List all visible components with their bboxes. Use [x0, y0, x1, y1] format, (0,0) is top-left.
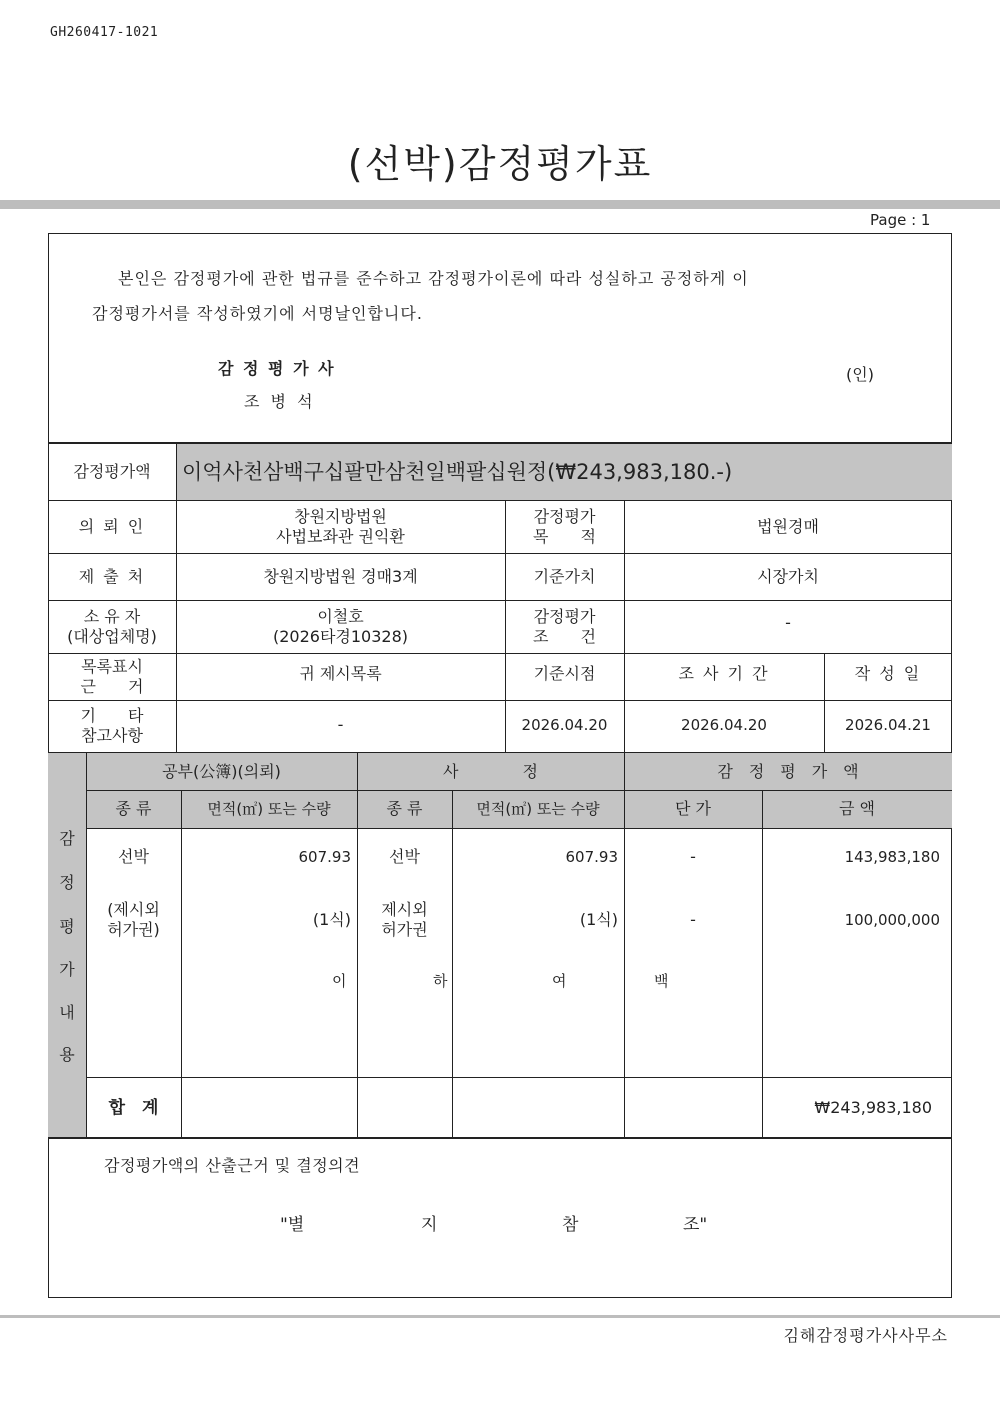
details-side-shade — [48, 753, 86, 1138]
row2-type-line-2: 허가권) — [107, 920, 160, 939]
col-area2-header: 면적(㎡) 또는 수량 — [476, 800, 600, 818]
client-value — [176, 500, 505, 553]
basis-label: 감정평가액의 산출근거 및 결정의견 — [104, 1156, 361, 1175]
document-code: GH260417-1021 — [50, 25, 159, 40]
etc-label-line-1: 기 타 — [80, 706, 144, 725]
blank-mark: 이 — [332, 972, 347, 990]
row2-unit: - — [690, 910, 696, 929]
col-type-header: 종 류 — [115, 799, 152, 818]
condition-label-line-2: 조 건 — [533, 626, 596, 646]
basis-value-value: 시장가치 — [757, 566, 819, 586]
details-side-char: 가 — [59, 960, 75, 979]
col-area-header: 면적(㎡) 또는 수량 — [207, 800, 331, 818]
row2-area: (1식) — [312, 910, 351, 929]
row2-type2-line-2: 허가권 — [381, 920, 428, 939]
basis-ref-4: 조" — [683, 1215, 708, 1235]
amount-label: 감정평가액 — [73, 461, 151, 481]
etc-value: - — [337, 715, 344, 734]
amount-value: 이억사천삼백구십팔만삼천일백팔십원정(₩243,983,180.-) — [182, 459, 733, 484]
survey-period-value: 2026.04.20 — [681, 716, 767, 734]
owner-value — [176, 600, 505, 653]
details-side-char: 감 — [59, 829, 75, 848]
row2-area2: (1식) — [579, 910, 618, 929]
owner-value-line-1: 이철호 — [317, 606, 364, 626]
rule — [181, 790, 182, 1138]
basis-ref-1: "별 — [280, 1215, 305, 1235]
written-date-value: 2026.04.21 — [845, 716, 931, 734]
client-line-2: 사법보좌관 권익환 — [276, 526, 405, 546]
details-side-char: 정 — [59, 873, 75, 892]
list-label — [48, 653, 176, 700]
submit-value: 창원지방법원 경매3계 — [263, 566, 418, 586]
purpose-label — [505, 500, 624, 553]
purpose-label-line-2: 목 적 — [533, 526, 596, 546]
col-type2-header: 종 류 — [386, 799, 423, 818]
page-title: (선박)감정평가표 — [347, 142, 653, 186]
row2-type-line-1: (제시외 — [107, 900, 160, 919]
etc-label — [48, 700, 176, 752]
col-amount-header: 금 액 — [839, 799, 875, 818]
written-date-label: 작 성 일 — [854, 664, 922, 683]
row1-area2: 607.93 — [565, 848, 618, 866]
bottom-divider — [0, 1315, 1000, 1318]
basis-ref-2: 지 — [421, 1215, 438, 1235]
purpose-value: 법원경매 — [757, 516, 819, 536]
basis-value-label: 기준가치 — [533, 566, 596, 586]
appraiser-name: 조 병 석 — [244, 392, 316, 411]
statement-line-2: 감정평가서를 작성하였기에 서명날인합니다. — [92, 304, 423, 323]
purpose-label-line-1: 감정평가 — [533, 506, 596, 526]
base-date-label: 기준시점 — [533, 664, 596, 683]
owner-value-line-2: (2026타경10328) — [272, 626, 408, 646]
top-divider — [0, 200, 1000, 209]
rule — [48, 1137, 952, 1139]
rule — [452, 790, 453, 1138]
details-side-char: 평 — [59, 917, 75, 936]
row2-type2 — [357, 899, 452, 941]
row1-area: 607.93 — [298, 848, 351, 866]
statement-line-1: 본인은 감정평가에 관한 법규를 준수하고 감정평가이론에 따라 성실하고 공정하게 이 — [118, 269, 749, 288]
row2-type — [86, 899, 181, 941]
base-date-value: 2026.04.20 — [521, 716, 608, 734]
blank-mark: 백 — [654, 972, 669, 990]
condition-label — [505, 600, 624, 653]
list-label-line-2: 근 거 — [80, 676, 144, 696]
row1-type2: 선박 — [389, 847, 420, 866]
client-line-1: 창원지방법원 — [294, 506, 387, 526]
details-side-char: 용 — [59, 1045, 75, 1064]
details-side-char: 내 — [59, 1003, 75, 1022]
col-unit-header: 단 가 — [675, 799, 711, 818]
office-name: 김해감정평가사사무소 — [783, 1326, 948, 1345]
row2-amount: 100,000,000 — [844, 911, 940, 929]
seal-mark: (인) — [846, 365, 874, 384]
survey-period-label: 조 사 기 간 — [678, 664, 770, 683]
basis-ref-3: 참 — [562, 1215, 579, 1235]
row1-amount: 143,983,180 — [844, 848, 940, 866]
row1-type: 선박 — [118, 847, 149, 866]
submit-label: 제 출 처 — [78, 566, 146, 586]
etc-label-line-2: 참고사항 — [81, 726, 143, 745]
list-label-line-1: 목록표시 — [81, 656, 143, 676]
condition-value: - — [785, 613, 791, 632]
group-public-header: 공부(公簿)(의뢰) — [162, 761, 281, 781]
row2-type2-line-1: 제시외 — [381, 900, 428, 919]
total-label: 합 계 — [108, 1097, 159, 1118]
page-number: Page : 1 — [870, 211, 931, 229]
blank-mark: 하 — [433, 972, 448, 990]
condition-label-line-1: 감정평가 — [533, 606, 596, 626]
appraiser-title: 감 정 평 가 사 — [218, 359, 336, 378]
owner-label — [48, 600, 176, 653]
group-survey-header: 사 정 — [443, 761, 538, 781]
owner-label-line-2: (대상업체명) — [67, 626, 157, 646]
total-value: ₩243,983,180 — [814, 1097, 932, 1117]
row1-unit: - — [690, 847, 696, 866]
blank-mark: 여 — [552, 972, 567, 990]
rule — [86, 828, 952, 829]
client-label: 의 뢰 인 — [78, 516, 146, 536]
owner-label-line-1: 소 유 자 — [83, 606, 141, 626]
list-value: 귀 제시목록 — [299, 664, 382, 683]
group-value-header: 감 정 평 가 액 — [717, 761, 859, 781]
